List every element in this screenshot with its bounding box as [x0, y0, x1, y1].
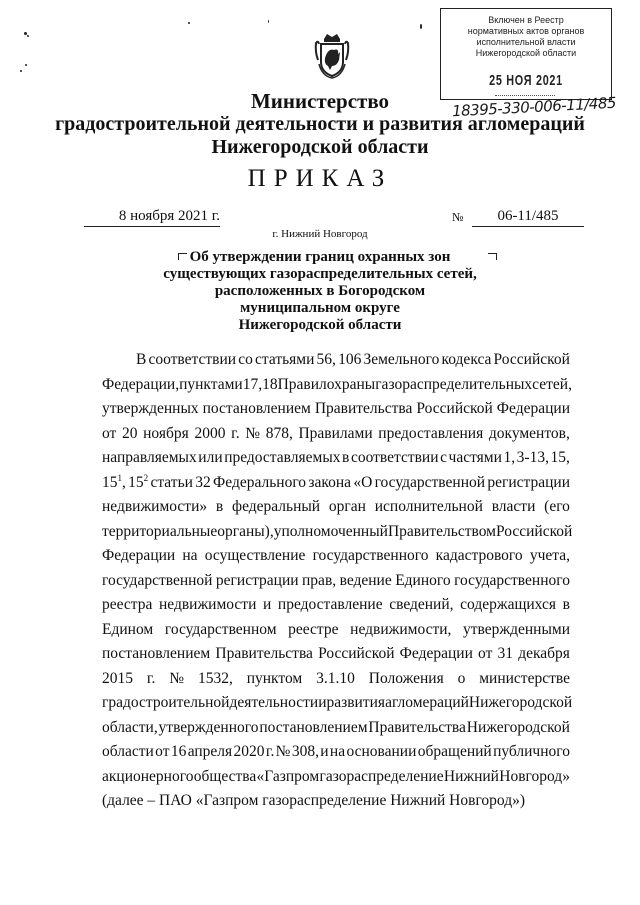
body-word: с: [440, 449, 447, 466]
body-word: постановлением: [202, 400, 311, 417]
body-word: 56,: [316, 351, 336, 368]
body-word: 15,: [550, 449, 570, 466]
body-word: недвижимости: [159, 596, 257, 613]
scan-speck: [268, 20, 269, 23]
body-word: статьями: [255, 351, 315, 368]
body-word: Федерации: [496, 400, 570, 417]
scan-speck: [188, 22, 190, 24]
coat-of-arms-icon: [312, 30, 352, 80]
body-word: (далее – ПАО «Газпром газораспределение Нижний Новгород»): [102, 792, 526, 809]
body-word: ведение: [339, 571, 392, 589]
body-word: от: [155, 743, 170, 760]
body-word: федеральный: [232, 498, 321, 515]
body-word: г.: [231, 424, 240, 442]
body-word: и: [263, 596, 272, 613]
stamp-line: Нижегородской области: [475, 48, 577, 58]
body-line: [102, 593, 570, 618]
body-word: Российской: [416, 400, 493, 417]
body-line: [102, 716, 570, 741]
body-word: общества: [193, 767, 257, 785]
body-word: Правительства: [314, 400, 413, 417]
body-word: пунктом: [246, 669, 303, 687]
body-word: Земельного: [363, 351, 440, 368]
body-line: [102, 765, 570, 790]
body-word: Единого: [395, 571, 451, 589]
body-word: публичного: [493, 743, 570, 760]
body-line: [102, 789, 570, 814]
body-word: реестра: [102, 596, 153, 613]
body-word: уполномоченный: [273, 522, 388, 540]
subject-line: Нижегородской области: [238, 317, 402, 333]
body-word: недвижимости»: [102, 498, 208, 515]
subject-line: существующих газораспределительных сетей,: [163, 266, 477, 282]
body-word: сведений,: [389, 596, 454, 613]
stamp-line: исполнительной власти: [476, 37, 576, 47]
body-word: или: [198, 449, 223, 466]
body-word: от: [478, 645, 493, 662]
body-word: 2000: [194, 424, 226, 442]
subject-line: Об утверждении границ охранных зон: [189, 249, 451, 265]
order-number-label: №: [452, 210, 464, 224]
body-word: учета,: [529, 547, 570, 564]
body-word: Правительством: [387, 522, 496, 540]
body-line: [102, 740, 570, 765]
body-line: [102, 544, 570, 569]
body-word: соответствии: [148, 351, 237, 368]
body-word: утвержденными: [463, 620, 570, 638]
body-word: территориальные: [102, 522, 218, 540]
body-line: [102, 373, 570, 398]
body-word: Положения: [368, 669, 444, 687]
body-word: 308,: [291, 743, 319, 760]
body-word: регистрации: [215, 571, 299, 589]
body-word: прав,: [302, 571, 337, 589]
stamp-line: нормативных актов органов: [467, 26, 585, 36]
body-word: градостроительной: [102, 694, 230, 711]
body-word: министерстве: [479, 669, 570, 687]
body-word: органы),: [217, 522, 274, 540]
body-word: 17,: [242, 375, 263, 393]
body-word: №: [275, 743, 291, 760]
body-word: газораспределительных: [375, 375, 533, 393]
body-word: «О: [353, 473, 373, 491]
body-word: развития: [326, 694, 386, 711]
body-word: 31: [497, 645, 514, 662]
body-word: орган: [328, 498, 366, 515]
body-word: 2015: [102, 669, 133, 687]
body-word: утвержденного: [158, 718, 259, 736]
body-word: государственной: [374, 473, 486, 491]
body-line: [102, 397, 570, 422]
body-word: охраны: [326, 375, 376, 393]
body-word: направляемых: [102, 449, 197, 466]
body-word: Нижегородской: [466, 718, 570, 736]
body-word: 3-13,: [516, 449, 549, 466]
body-word: утвержденных: [102, 400, 199, 417]
body-word: 32: [195, 473, 211, 491]
body-word: и: [320, 743, 329, 760]
order-city: г. Нижний Новгород: [272, 228, 368, 240]
body-line: [102, 446, 570, 471]
body-word: государственном: [164, 620, 277, 638]
body-word: предоставление: [277, 596, 383, 613]
body-word: в: [562, 596, 570, 613]
order-number: 06-11/485: [472, 208, 584, 227]
body-word: области: [102, 743, 154, 760]
body-word: соответствии: [350, 449, 439, 466]
body-word: Правительства: [215, 645, 313, 662]
body-word: Правительства: [368, 718, 466, 736]
body-word: Нижегородской: [468, 694, 573, 711]
body-word: декабря: [518, 645, 570, 662]
order-subject: [0, 249, 640, 334]
subject-line: расположенных в Богородском: [214, 283, 426, 299]
body-word: 20: [121, 424, 138, 442]
body-line: [102, 348, 570, 373]
body-word: Новгород»: [499, 767, 570, 785]
body-word: агломераций: [385, 694, 469, 711]
body-word: 878,: [265, 424, 293, 442]
body-line: [102, 495, 570, 520]
body-word: государственного: [312, 547, 429, 564]
body-word: области,: [102, 718, 158, 736]
body-word: Федерации,: [102, 375, 180, 393]
body-word: г.: [146, 669, 156, 687]
body-word: Федерации: [399, 645, 473, 662]
body-word: со: [238, 351, 253, 368]
body-line: [102, 569, 570, 594]
body-word: Федерального: [213, 473, 307, 491]
body-word: 1532,: [197, 669, 233, 687]
body-line: [102, 422, 570, 447]
body-word: от: [102, 424, 117, 442]
body-word: Правил: [277, 375, 327, 393]
body-word: на: [329, 743, 346, 760]
body-word: 1,: [503, 449, 516, 466]
body-word: апреля: [187, 743, 233, 760]
body-word: документов,: [488, 424, 570, 442]
body-word: и: [318, 694, 327, 711]
body-word: 106: [338, 351, 362, 368]
body-word: постановлением: [259, 718, 368, 736]
body-word: Российской: [493, 351, 570, 368]
body-word: государственной: [102, 571, 213, 589]
body-word: пунктами: [179, 375, 243, 393]
stamp-line: Включен в Реестр: [488, 15, 564, 25]
document-type-title: ПРИКАЗ: [247, 165, 393, 192]
body-word: обращений: [417, 743, 492, 760]
body-word: основании: [346, 743, 417, 760]
body-word: содержащихся: [460, 596, 556, 613]
scan-speck: [420, 24, 422, 29]
body-word: В: [136, 351, 147, 368]
body-word: сетей,: [532, 375, 572, 393]
body-word: ноября: [143, 424, 189, 442]
handwritten-registry-number: 18395-330-006-11/485: [451, 93, 617, 121]
body-word: акционерного: [102, 767, 194, 785]
body-word: регистрации: [487, 473, 570, 491]
body-word: 2020: [233, 743, 265, 760]
body-word: недвижимости,: [350, 620, 452, 638]
body-word: 16: [170, 743, 187, 760]
body-word: осуществление: [204, 547, 306, 564]
scan-speck: [25, 64, 27, 66]
body-word: Нижний: [443, 767, 499, 785]
body-word: в: [342, 449, 350, 466]
body-word: Едином: [102, 620, 154, 638]
body-line: [102, 667, 570, 692]
body-word: государственного: [454, 571, 570, 589]
ministry-name-line3: Нижегородской области: [211, 136, 429, 158]
body-word: Федерации: [102, 547, 176, 564]
body-word: частями: [448, 449, 502, 466]
body-word: Российской: [495, 522, 573, 540]
body-word: на: [182, 547, 198, 564]
body-word: Правилами: [298, 424, 373, 442]
body-word: реестре: [288, 620, 339, 638]
order-body-text: [102, 348, 573, 814]
body-word: постановлением: [102, 645, 211, 662]
body-word: кодекса: [441, 351, 492, 368]
body-word: «Газпром: [256, 767, 320, 785]
body-word: деятельности: [229, 694, 319, 711]
body-line: [102, 520, 573, 545]
body-word: предоставляемых: [224, 449, 341, 466]
body-word: кадастрового: [435, 547, 523, 564]
stamp-date: 25 НОЯ 2021: [489, 72, 563, 89]
body-word: закона: [308, 473, 352, 491]
registry-stamp: [440, 8, 612, 100]
body-line: [102, 691, 573, 716]
body-line: [102, 642, 570, 667]
body-word: $15^1$,: [102, 472, 126, 491]
scan-speck: [27, 35, 29, 37]
ministry-name-line1: Министерство: [250, 89, 390, 113]
body-line: [102, 618, 570, 643]
body-word: статьи: [150, 473, 193, 491]
body-word: предоставления: [378, 424, 484, 442]
body-word: о: [457, 669, 466, 687]
body-word: газораспределение: [319, 767, 444, 785]
body-word: власти: [491, 498, 536, 515]
body-word: Российской: [318, 645, 395, 662]
scan-speck: [20, 70, 22, 72]
body-word: г.: [265, 743, 275, 760]
body-word: 18: [262, 375, 278, 393]
body-word: (его: [544, 498, 570, 515]
order-date: 8 ноября 2021 г.: [84, 208, 220, 227]
body-line: [102, 471, 570, 496]
body-word: в: [215, 498, 224, 515]
body-word: №: [245, 424, 261, 442]
body-word: $15^2$: [128, 472, 149, 491]
subject-line: муниципальном округе: [240, 300, 400, 316]
ministry-name-line2: градостроительной деятельности и развития агломераций: [55, 113, 585, 135]
body-word: исполнительной: [374, 498, 483, 515]
body-word: 3.1.10: [316, 669, 355, 687]
body-word: №: [169, 669, 185, 687]
